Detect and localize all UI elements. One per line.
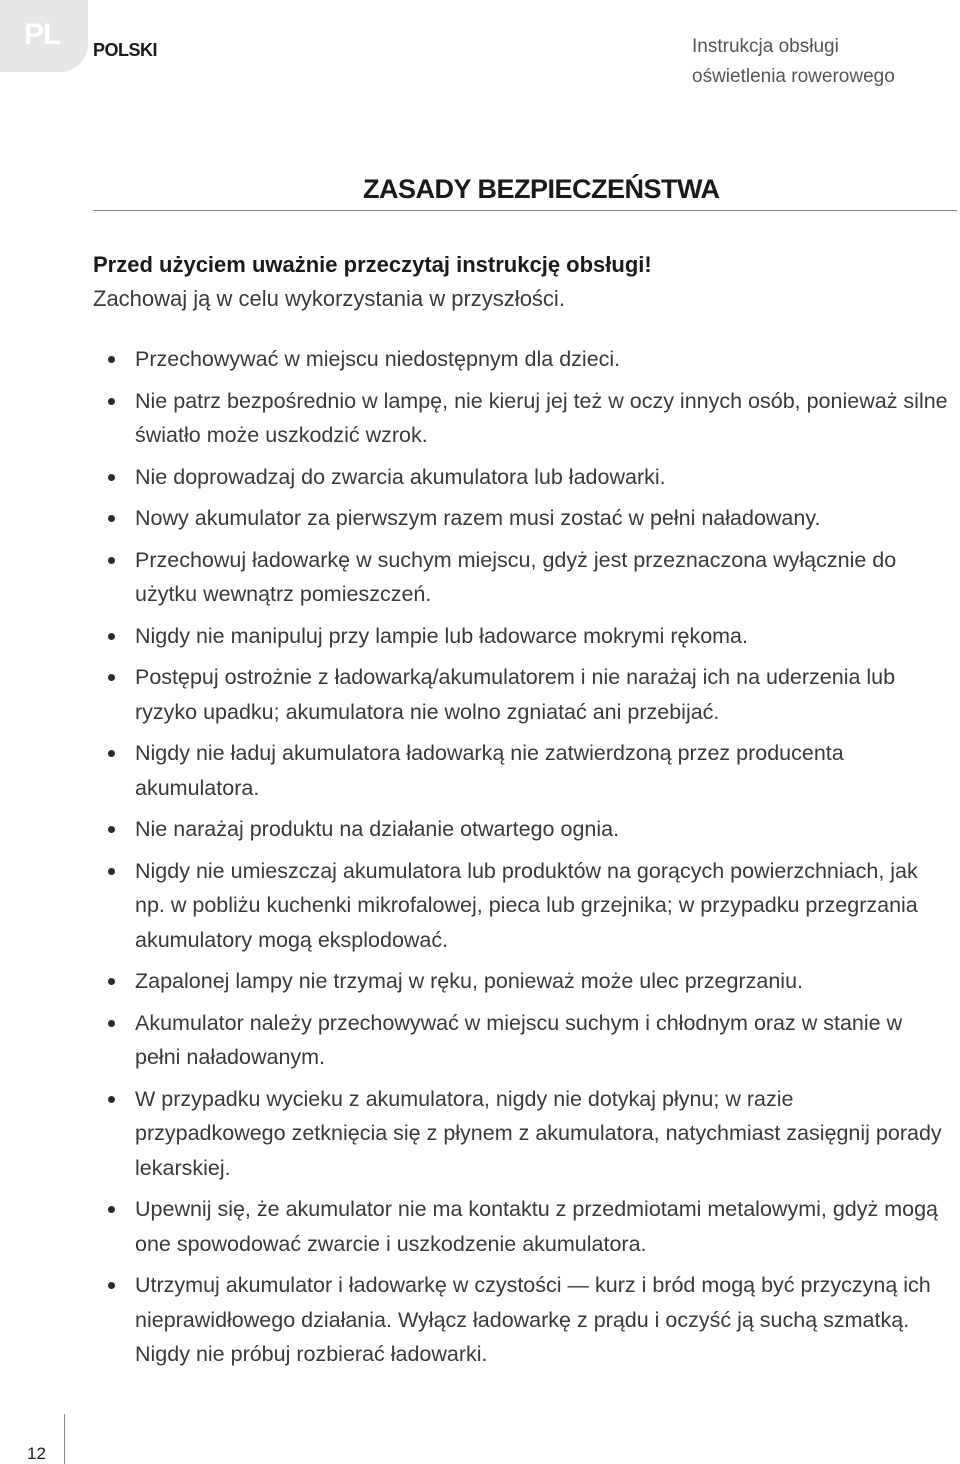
bullet-icon	[108, 398, 115, 405]
safety-rules-list	[108, 342, 948, 1379]
bullet-icon	[108, 1020, 115, 1027]
bullet-icon	[108, 1206, 115, 1213]
list-item	[108, 812, 948, 847]
bullet-icon	[108, 826, 115, 833]
list-item	[108, 854, 948, 958]
language-tab	[0, 0, 88, 72]
bullet-icon	[108, 474, 115, 481]
list-item-text: Przechowywać w miejscu niedostępnym dla dzieci.	[135, 347, 621, 371]
bullet-icon	[108, 868, 115, 875]
page-number: 12	[27, 1444, 46, 1463]
list-item-text: Akumulator należy przechowywać w miejscu suchym i chłodnym oraz w stanie w pełni naładowanym.	[135, 1010, 903, 1069]
list-item	[108, 460, 948, 495]
intro-warning: Przed użyciem uważnie przeczytaj instrukcję obsługi!	[93, 252, 652, 277]
bullet-icon	[108, 557, 115, 564]
bullet-icon	[108, 356, 115, 363]
list-item	[108, 1192, 948, 1261]
list-item	[108, 964, 948, 999]
language-code: PL	[24, 18, 61, 51]
bullet-icon	[108, 750, 115, 757]
list-item	[108, 660, 948, 729]
document-title-line-1: Instrukcja obsługi	[692, 36, 839, 57]
list-item-text: Postępuj ostrożnie z ładowarką/akumulatorem i nie narażaj ich na uderzenia lub ryzyko upadku; akumulatora nie wolno zgniatać ani przebijać.	[135, 665, 896, 724]
intro-note: Zachowaj ją w celu wykorzystania w przyszłości.	[93, 286, 565, 311]
list-item-text: Utrzymuj akumulator i ładowarkę w czystości — kurz i bród mogą być przyczyną ich nieprawidłowego działania. Wyłącz ładowarkę z prądu i oczyść ją suchą szmatką. Nigdy nie próbuj rozbierać ładowarki.	[135, 1273, 931, 1366]
list-item	[108, 1006, 948, 1075]
list-item	[108, 543, 948, 612]
bullet-icon	[108, 515, 115, 522]
section-divider	[93, 210, 957, 211]
list-item-text: Nie narażaj produktu na działanie otwartego ognia.	[135, 817, 620, 841]
document-title-line-2: oświetlenia rowerowego	[692, 66, 895, 87]
list-item-text: Nie doprowadzaj do zwarcia akumulatora lub ładowarki.	[135, 464, 666, 489]
list-item	[108, 342, 948, 377]
intro-block	[93, 248, 933, 316]
list-item	[108, 1082, 948, 1186]
bullet-icon	[108, 1096, 115, 1103]
list-item-text: Nigdy nie manipuluj przy lampie lub ładowarce mokrymi rękoma.	[135, 623, 748, 648]
list-item-text: Zapalonej lampy nie trzymaj w ręku, ponieważ może ulec przegrzaniu.	[135, 969, 804, 993]
bullet-icon	[108, 633, 115, 640]
list-item-text: Przechowuj ładowarkę w suchym miejscu, gdyż jest przeznaczona wyłącznie do użytku wewnątrz pomieszczeń.	[135, 547, 897, 606]
list-item-text: W przypadku wycieku z akumulatora, nigdy nie dotykaj płynu; w razie przypadkowego zetknięcia się z płynem z akumulatora, natychmiast zasięgnij porady lekarskiej.	[135, 1086, 942, 1180]
document-title	[692, 32, 904, 92]
list-item-text: Nigdy nie umieszczaj akumulatora lub produktów na gorących powierzchniach, jak np. w pobliżu kuchenki mikrofalowej, pieca lub grzejnika; w przypadku przegrzania akumulatory mogą eksplodować.	[135, 858, 918, 952]
list-item-text: Nie patrz bezpośrednio w lampę, nie kieruj jej też w oczy innych osób, ponieważ silne światło może uszkodzić wzrok.	[135, 388, 948, 447]
list-item-text: Nowy akumulator za pierwszym razem musi zostać w pełni naładowany.	[135, 506, 821, 530]
list-item-text: Upewnij się, że akumulator nie ma kontaktu z przedmiotami metalowymi, gdyż mogą one spowodować zwarcie i uszkodzenie akumulatora.	[135, 1197, 938, 1256]
bullet-icon	[108, 978, 115, 985]
bullet-icon	[108, 1282, 115, 1289]
section-title: ZASADY BEZPIECZEŃSTWA	[363, 174, 720, 204]
list-item	[108, 736, 948, 805]
list-item	[108, 1268, 948, 1372]
page-margin-line	[64, 1414, 65, 1464]
list-item	[108, 501, 948, 536]
list-item	[108, 384, 948, 453]
language-name: POLSKI	[93, 40, 158, 60]
list-item	[108, 619, 948, 654]
bullet-icon	[108, 674, 115, 681]
list-item-text: Nigdy nie ładuj akumulatora ładowarką nie zatwierdzoną przez producenta akumulatora.	[135, 741, 844, 800]
